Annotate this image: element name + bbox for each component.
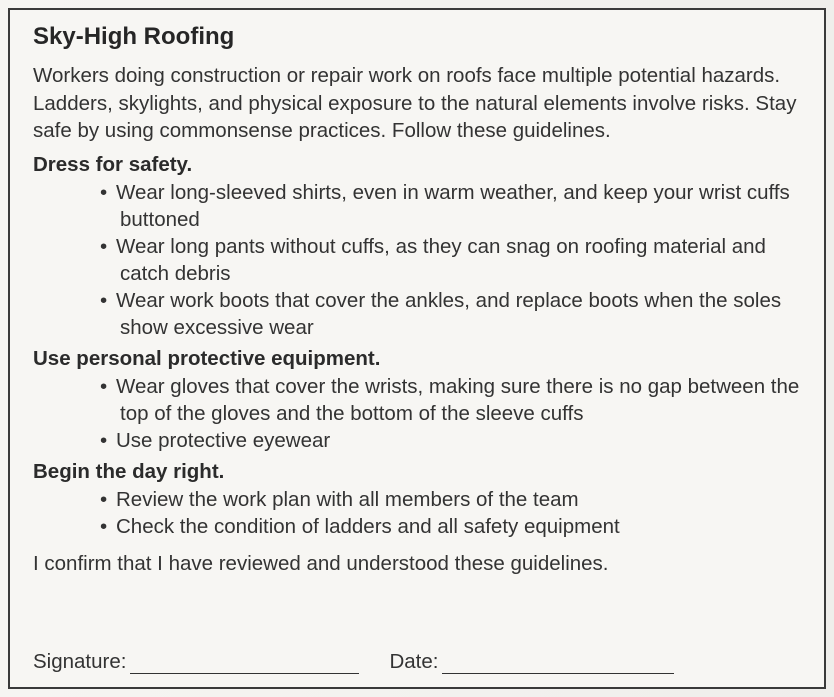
signature-field[interactable] <box>130 653 359 674</box>
bullet-list-begin-day <box>33 486 806 540</box>
list-item <box>33 233 806 287</box>
list-item-text: Wear gloves that cover the wrists, making sure there is no gap between the top of the gloves and the bottom of the sleeve cuffs <box>116 374 800 425</box>
list-item <box>33 373 806 427</box>
list-item-text: Wear work boots that cover the ankles, and replace boots when the soles show excessive wear <box>116 288 782 339</box>
list-item-text: Wear long-sleeved shirts, even in warm weather, and keep your wrist cuffs buttoned <box>116 180 790 231</box>
bullet-icon: • <box>100 288 108 312</box>
list-item <box>33 486 806 513</box>
list-item <box>33 287 806 341</box>
list-item <box>33 427 806 454</box>
bullet-icon: • <box>100 234 108 258</box>
list-item-text: Review the work plan with all members of the team <box>116 487 579 511</box>
page-title: Sky-High Roofing <box>33 23 235 50</box>
list-item <box>33 179 806 233</box>
bullet-list-ppe <box>33 373 806 454</box>
list-item <box>33 513 806 540</box>
signature-label: Signature: <box>33 650 127 673</box>
section-heading-begin-day: Begin the day right. <box>33 459 225 483</box>
guidelines-card <box>8 8 826 689</box>
confirmation-statement: I confirm that I have reviewed and understood these guidelines. <box>33 551 609 575</box>
list-item-text: Check the condition of ladders and all safety equipment <box>116 514 620 538</box>
date-field[interactable] <box>442 653 674 674</box>
list-item-text: Use protective eyewear <box>116 428 331 452</box>
bullet-icon: • <box>100 487 108 511</box>
intro-paragraph: Workers doing construction or repair work on roofs face multiple potential hazards. Ladders, skylights, and physical exposure to the natural elements involve risks. Stay safe by using commonsense practices. Follow these guidelines. <box>33 64 797 142</box>
card-content <box>33 24 806 578</box>
section-heading-dress: Dress for safety. <box>33 152 193 176</box>
section-heading-ppe: Use personal protective equipment. <box>33 346 381 370</box>
list-item-text: Wear long pants without cuffs, as they can snag on roofing material and catch debris <box>116 234 766 285</box>
bullet-icon: • <box>100 374 108 398</box>
date-label: Date: <box>389 650 439 673</box>
signature-row <box>33 650 674 674</box>
bullet-icon: • <box>100 514 108 538</box>
bullet-icon: • <box>100 180 108 204</box>
bullet-list-dress <box>33 179 806 341</box>
bullet-icon: • <box>100 428 108 452</box>
